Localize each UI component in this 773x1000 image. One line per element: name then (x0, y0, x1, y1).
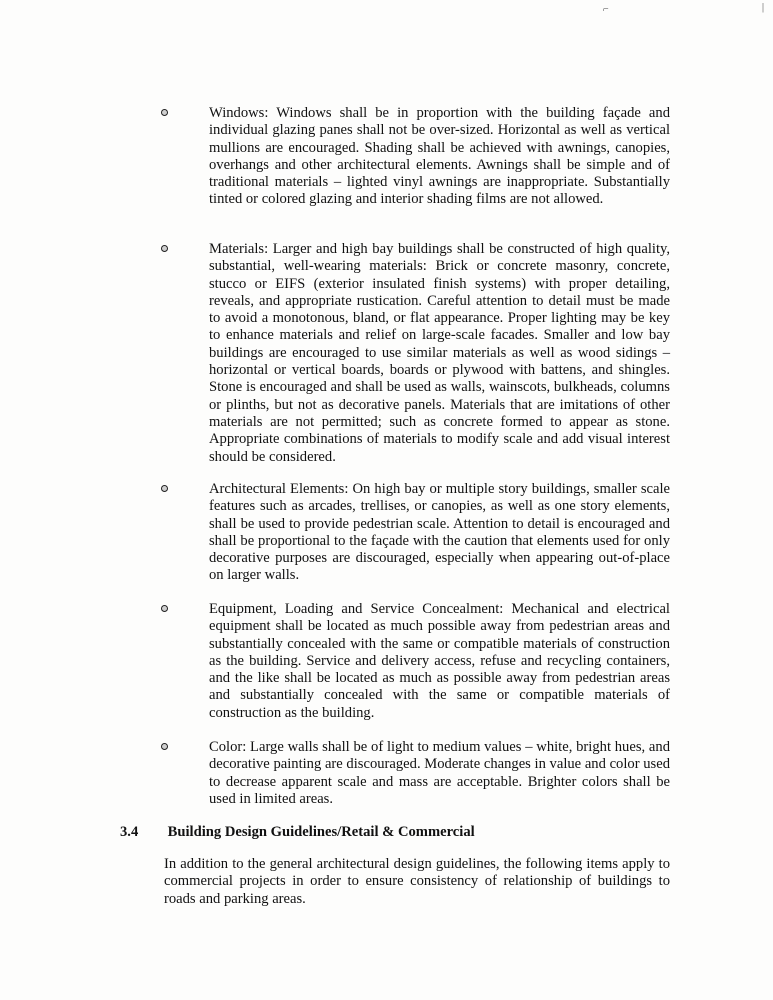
bullet-icon (161, 245, 168, 252)
bullet-item-windows (209, 105, 670, 209)
bullet-text: Materials: Larger and high bay buildings shall be constructed of high quality, substantial, well-wearing materials: Brick or concrete masonry, concrete, stucco or EIFS (exterior insulated finish systems) with proper detailing, reveals, and appropriate rustication. Careful attention to detail must be made to avoid a monotonous, bland, or flat appearance. Proper lighting may be key to enhance materials and relief on large-scale facades. Smaller and low bay buildings are encouraged to use similar materials as well as wood sidings – horizontal or vertical boards, boards or plywood with battens, and shingles. Stone is encouraged and shall be used as walls, wainscots, bulkheads, columns or plinths, but not as decorative panels. Materials that are imitations of other materials are not permitted; such as concrete formed to appear as stone. Appropriate combinations of materials to modify scale and add visual interest should be considered. (209, 241, 670, 465)
section-number: 3.4 (120, 824, 139, 840)
section-heading (120, 824, 475, 841)
bullet-icon (161, 485, 168, 492)
section-paragraph: In addition to the general architectural design guidelines, the following items apply to commercial projects in order to ensure consistency of relationship of buildings to roads and parking areas. (164, 856, 670, 907)
bullet-icon (161, 605, 168, 612)
bullet-text: Equipment, Loading and Service Concealment: Mechanical and electrical equipment shall be located as much possible away from pedestrian areas and substantially concealed with the same or compatible materials of construction as the building. Service and delivery access, refuse and recycling containers, and the like shall be located as much as possible away from pedestrian areas and substantially concealed with the same or compatible materials of construction as the building. (209, 601, 670, 721)
bullet-item-materials (209, 241, 670, 466)
section-title: Building Design Guidelines/Retail & Commercial (167, 824, 475, 840)
bullet-item-architectural-elements (209, 481, 670, 585)
bullet-item-equipment-concealment (209, 601, 670, 722)
bullet-text: Windows: Windows shall be in proportion with the building façade and individual glazing panes shall not be over-sized. Horizontal as well as vertical mullions are encouraged. Shading shall be achieved with awnings, canopies, overhangs and other architectural elements. Awnings shall be simple and of traditional materials – lighted vinyl awnings are inappropriate. Substantially tinted or colored glazing and interior shading films are not allowed. (209, 105, 670, 208)
bullet-icon (161, 743, 168, 750)
scan-artifact-mark: | (762, 2, 765, 13)
bullet-item-color (209, 739, 670, 808)
scan-artifact-mark: ⌐ (603, 4, 609, 15)
bullet-text: Architectural Elements: On high bay or multiple story buildings, smaller scale features such as arcades, trellises, or canopies, as well as one story elements, shall be used to provide pedestrian scale. Attention to detail is encouraged and shall be proportional to the façade with the caution that elements used for only decorative purposes are discouraged, especially when appearing out-of-place on larger walls. (209, 481, 670, 584)
bullet-icon (161, 109, 168, 116)
bullet-text: Color: Large walls shall be of light to medium values – white, bright hues, and decorative painting are discouraged. Moderate changes in value and color used to decrease apparent scale and mass are acceptable. Brighter colors shall be used in limited areas. (209, 739, 670, 807)
